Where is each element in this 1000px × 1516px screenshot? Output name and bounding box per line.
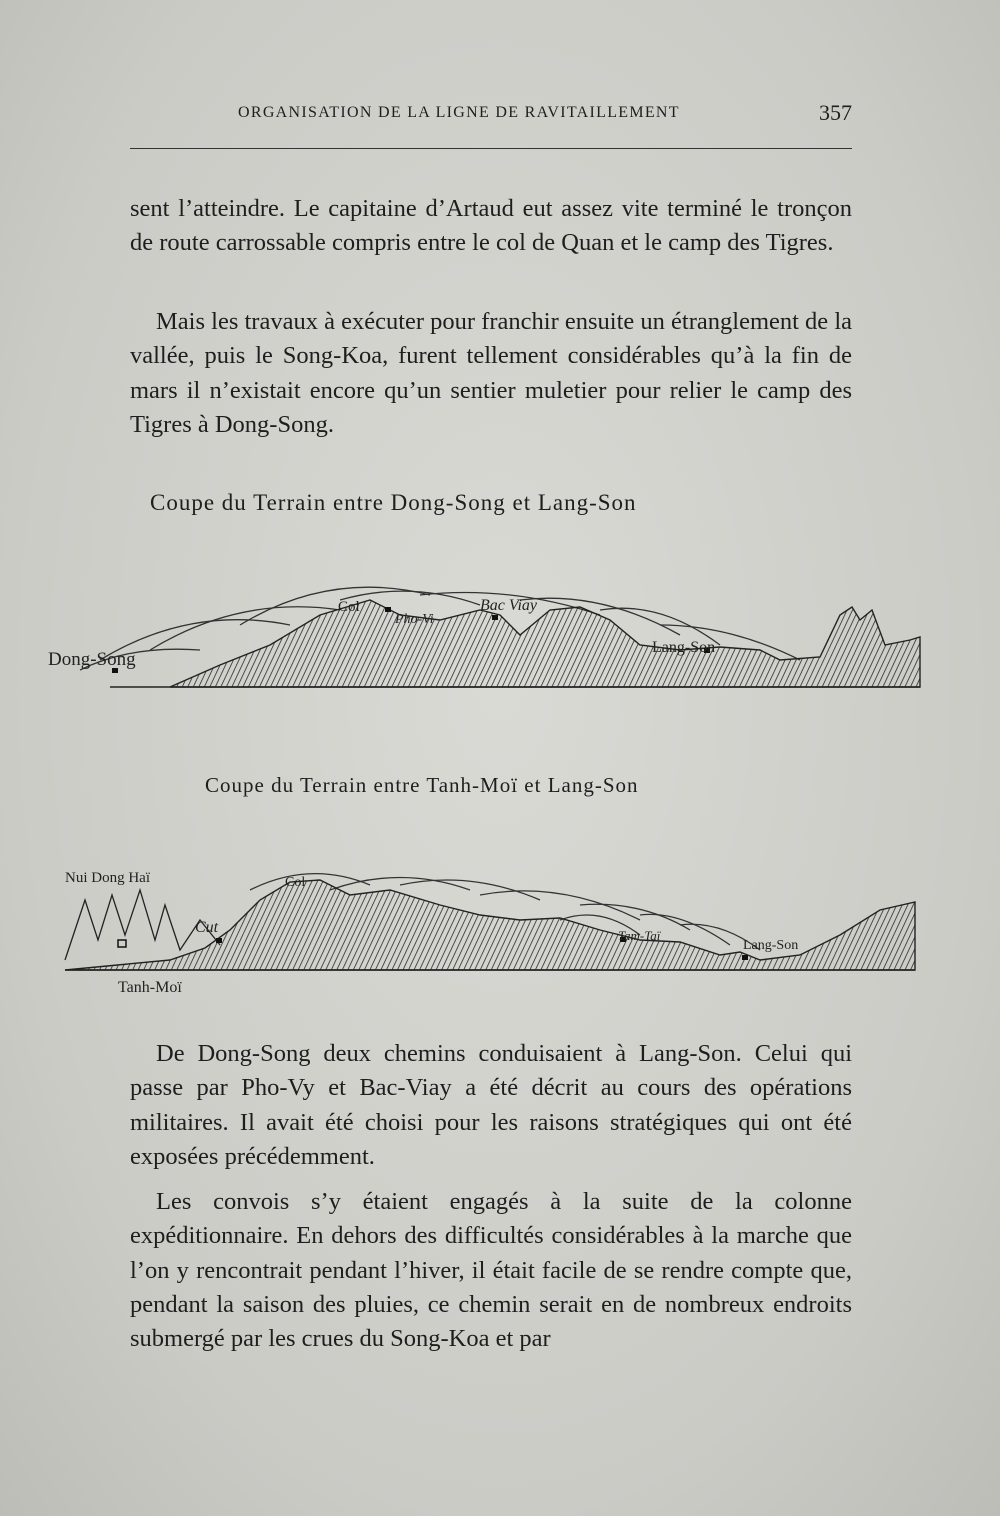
label-tanh-moi: Tanh-Moï: [118, 979, 182, 996]
label-lang-son: Lang-Son: [652, 639, 716, 656]
label-tam-tai: Tam-Taï: [618, 928, 661, 943]
label-bac-viay: Bac Viay: [480, 597, 538, 614]
label-lang-son: Lang-Son: [743, 938, 799, 953]
paragraph-2: Mais les travaux à exécuter pour franchir ensuite un étranglement de la vallée, puis le Song-Koa, furent tellement considérables qu’à la fin de mars il n’existait encore qu’un sentier muletier pour relier le camp des Tigres à Dong-Song.: [130, 308, 852, 438]
terrain-profile-tanh-moi-lang-son: [40, 860, 930, 1000]
running-title: ORGANISATION DE LA LIGNE DE RAVITAILLEMENT: [238, 104, 680, 121]
paragraph-1: sent l’atteindre. Le capitaine d’Artaud eut assez vite terminé le tronçon de route carrossable compris entre le col de Quan et le camp des Tigres.: [130, 195, 852, 257]
label-cut: Cut: [195, 919, 219, 936]
bac-viay-marker: [492, 615, 498, 620]
page-number: 357: [819, 100, 852, 125]
figure-2-title: Coupe du Terrain entre Tanh-Moï et Lang-Son: [205, 773, 639, 797]
cut-marker: [216, 938, 222, 943]
label-pho-vi: Pho-Vi: [395, 612, 434, 627]
figure-1-title: Coupe du Terrain entre Dong-Song et Lang-Son: [150, 490, 637, 515]
label-col: Col: [285, 875, 306, 890]
pho-vi-marker: [385, 607, 391, 612]
lang-son-marker: [742, 955, 748, 960]
terrain-section: [170, 600, 920, 687]
paragraph-3: De Dong-Song deux chemins conduisaient à Lang-Son. Celui qui passe par Pho-Vy et Bac-Viay a été décrit au cours des opérations militaires. Il avait été choisi pour les raisons stratégiques qui ont été exposées précédemment.: [130, 1040, 852, 1170]
tanh-moi-marker: [118, 940, 126, 947]
label-dong-song: Dong-Song: [48, 649, 136, 670]
running-head: [130, 100, 852, 140]
label-col: Col: [338, 599, 360, 615]
header-rule: [130, 148, 852, 149]
label-nui-dong-hai: Nui Dong Haï: [65, 870, 150, 886]
terrain-profile-dong-song-lang-son: [40, 565, 930, 695]
paragraph-4: Les convois s’y étaient engagés à la suite de la colonne expéditionnaire. En dehors des difficultés considérables à la marche que l’on y rencontrait pendant l’hiver, il était facile de se rendre compte que, pendant la saison des pluies, ce chemin serait en de nombreux endroits submergé par les crues du Song-Koa et par: [130, 1188, 852, 1353]
